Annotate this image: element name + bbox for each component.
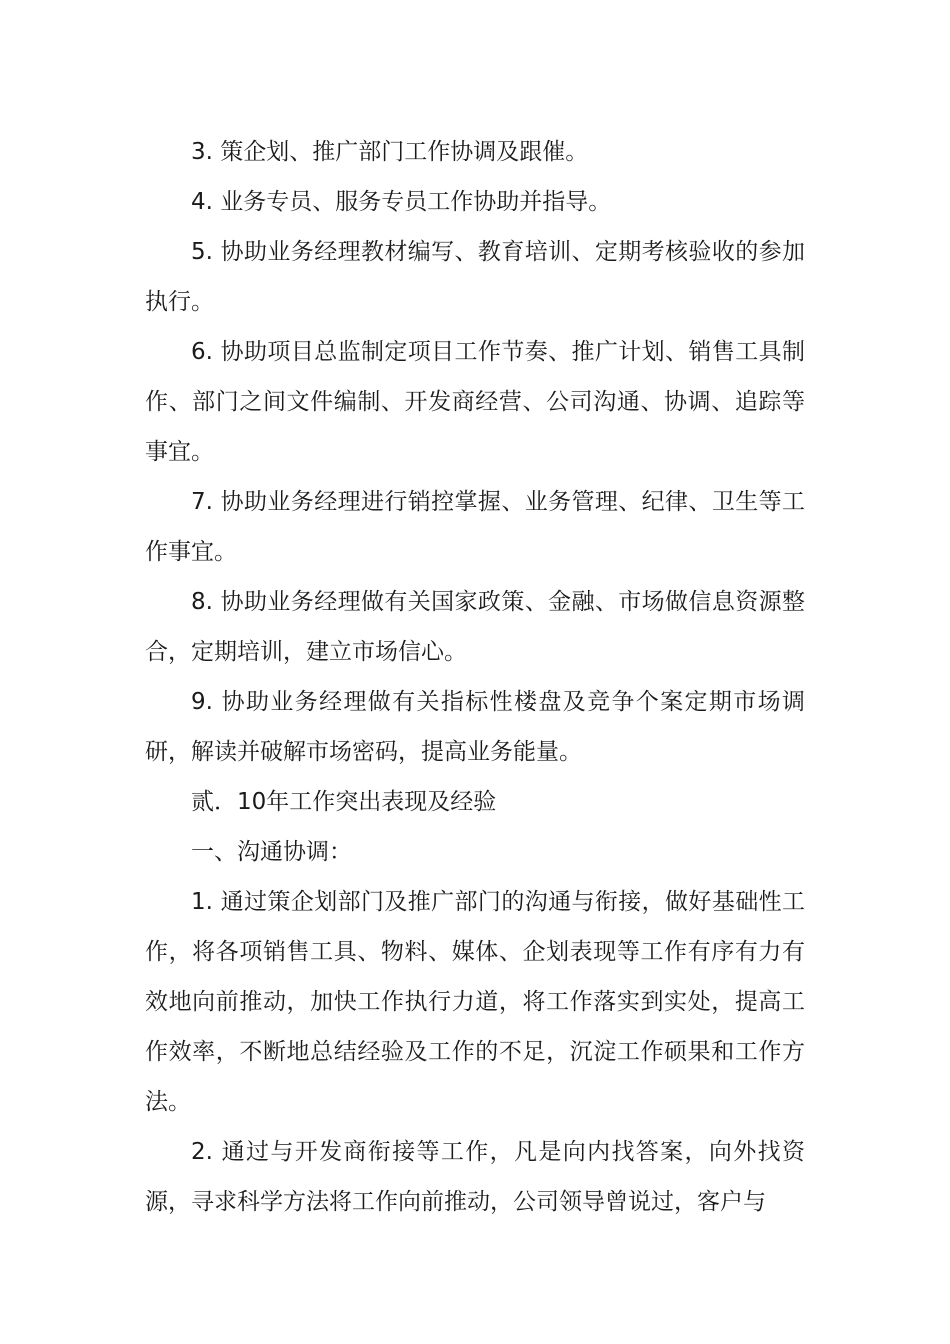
paragraph-item-7: 7. 协助业务经理进行销控掌握、业务管理、纪律、卫生等工作事宜。	[145, 489, 805, 565]
subsection-heading: 一、沟通协调：	[191, 839, 352, 865]
paragraph-item-6: 6. 协助项目总监制定项目工作节奏、推广计划、销售工具制作、部门之间文件编制、开发商经营、公司沟通、协调、追踪等事宜。	[145, 339, 805, 465]
paragraph-communication-1: 1. 通过策企划部门及推广部门的沟通与衔接，做好基础性工作，将各项销售工具、物料、媒体、企划表现等工作有序有力有效地向前推动，加快工作执行力道，将工作落实到实处，提高工作效率，不断地总结经验及工作的不足，沉淀工作硕果和工作方法。	[145, 889, 805, 1115]
paragraph-item-5: 5. 协助业务经理教材编写、教育培训、定期考核验收的参加执行。	[145, 239, 805, 315]
paragraph-item-4: 4. 业务专员、服务专员工作协助并指导。	[191, 189, 612, 215]
document-body	[145, 127, 805, 1227]
paragraph-communication-2: 2. 通过与开发商衔接等工作，凡是向内找答案，向外找资源，寻求科学方法将工作向前推动，公司领导曾说过，客户与	[145, 1139, 805, 1215]
paragraph-item-9: 9. 协助业务经理做有关指标性楼盘及竞争个案定期市场调研，解读并破解市场密码，提高业务能量。	[145, 689, 805, 765]
paragraph-item-3: 3. 策企划、推广部门工作协调及跟催。	[191, 139, 589, 165]
paragraph-item-8: 8. 协助业务经理做有关国家政策、金融、市场做信息资源整合，定期培训，建立市场信心。	[145, 589, 805, 665]
section-heading: 贰．10年工作突出表现及经验	[191, 789, 497, 815]
